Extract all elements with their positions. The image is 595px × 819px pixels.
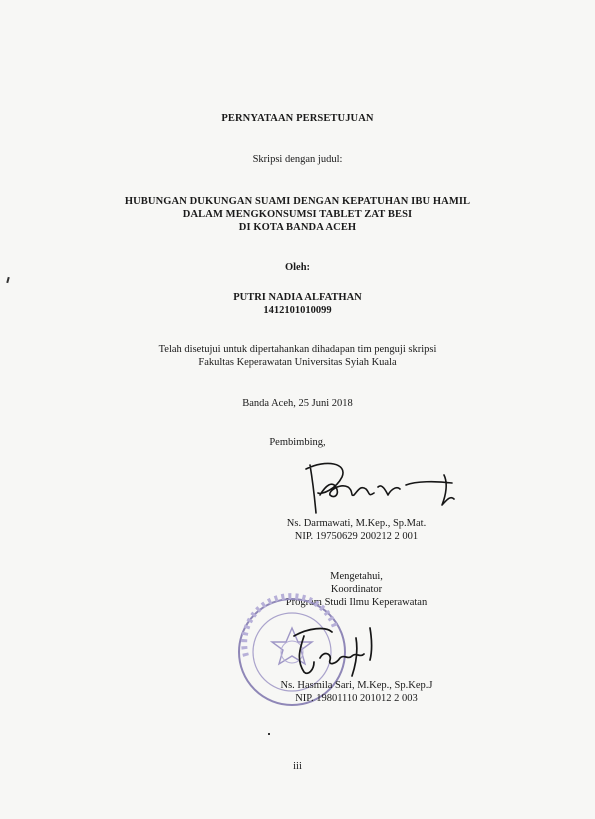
place-date: Banda Aceh, 25 Juni 2018	[242, 398, 353, 409]
subheading: Skripsi dengan judul:	[252, 154, 343, 165]
supervisor-nip: NIP. 19750629 200212 2 001	[294, 531, 419, 542]
by-label: Oleh:	[284, 262, 311, 273]
coordinator-program: Program Studi Ilmu Keperawatan	[285, 597, 428, 608]
acknowledged-label: Mengetahui,	[330, 571, 383, 582]
thesis-title-line-3: DI KOTA BANDA ACEH	[238, 222, 357, 233]
thesis-title-line-2: DALAM MENGKONSUMSI TABLET ZAT BESI	[182, 209, 413, 220]
scan-dot	[268, 733, 270, 735]
thesis-title-line-1: HUBUNGAN DUKUNGAN SUAMI DENGAN KEPATUHAN IBU HAMIL	[124, 196, 471, 207]
author-id: 1412101010099	[263, 305, 332, 316]
supervisor-name: Ns. Darmawati, M.Kep., Sp.Mat.	[286, 518, 427, 529]
approval-line-1: Telah disetujui untuk dipertahankan dihadapan tim penguji skripsi	[158, 344, 437, 355]
coordinator-role: Koordinator	[330, 584, 383, 595]
supervisor-signature	[296, 455, 466, 519]
page-number: iii	[293, 761, 302, 772]
coordinator-nip: NIP. 19801110 201012 2 003	[295, 693, 418, 704]
coordinator-signature	[286, 620, 390, 682]
scan-mark	[6, 277, 9, 283]
supervisor-role: Pembimbing,	[269, 437, 326, 448]
coordinator-name: Ns. Hasmila Sari, M.Kep., Sp.Kep.J	[280, 680, 433, 691]
document-heading: PERNYATAAN PERSETUJUAN	[221, 113, 374, 124]
author-name: PUTRI NADIA ALFATHAN	[233, 292, 362, 303]
approval-line-2: Fakultas Keperawatan Universitas Syiah Kuala	[198, 357, 397, 368]
